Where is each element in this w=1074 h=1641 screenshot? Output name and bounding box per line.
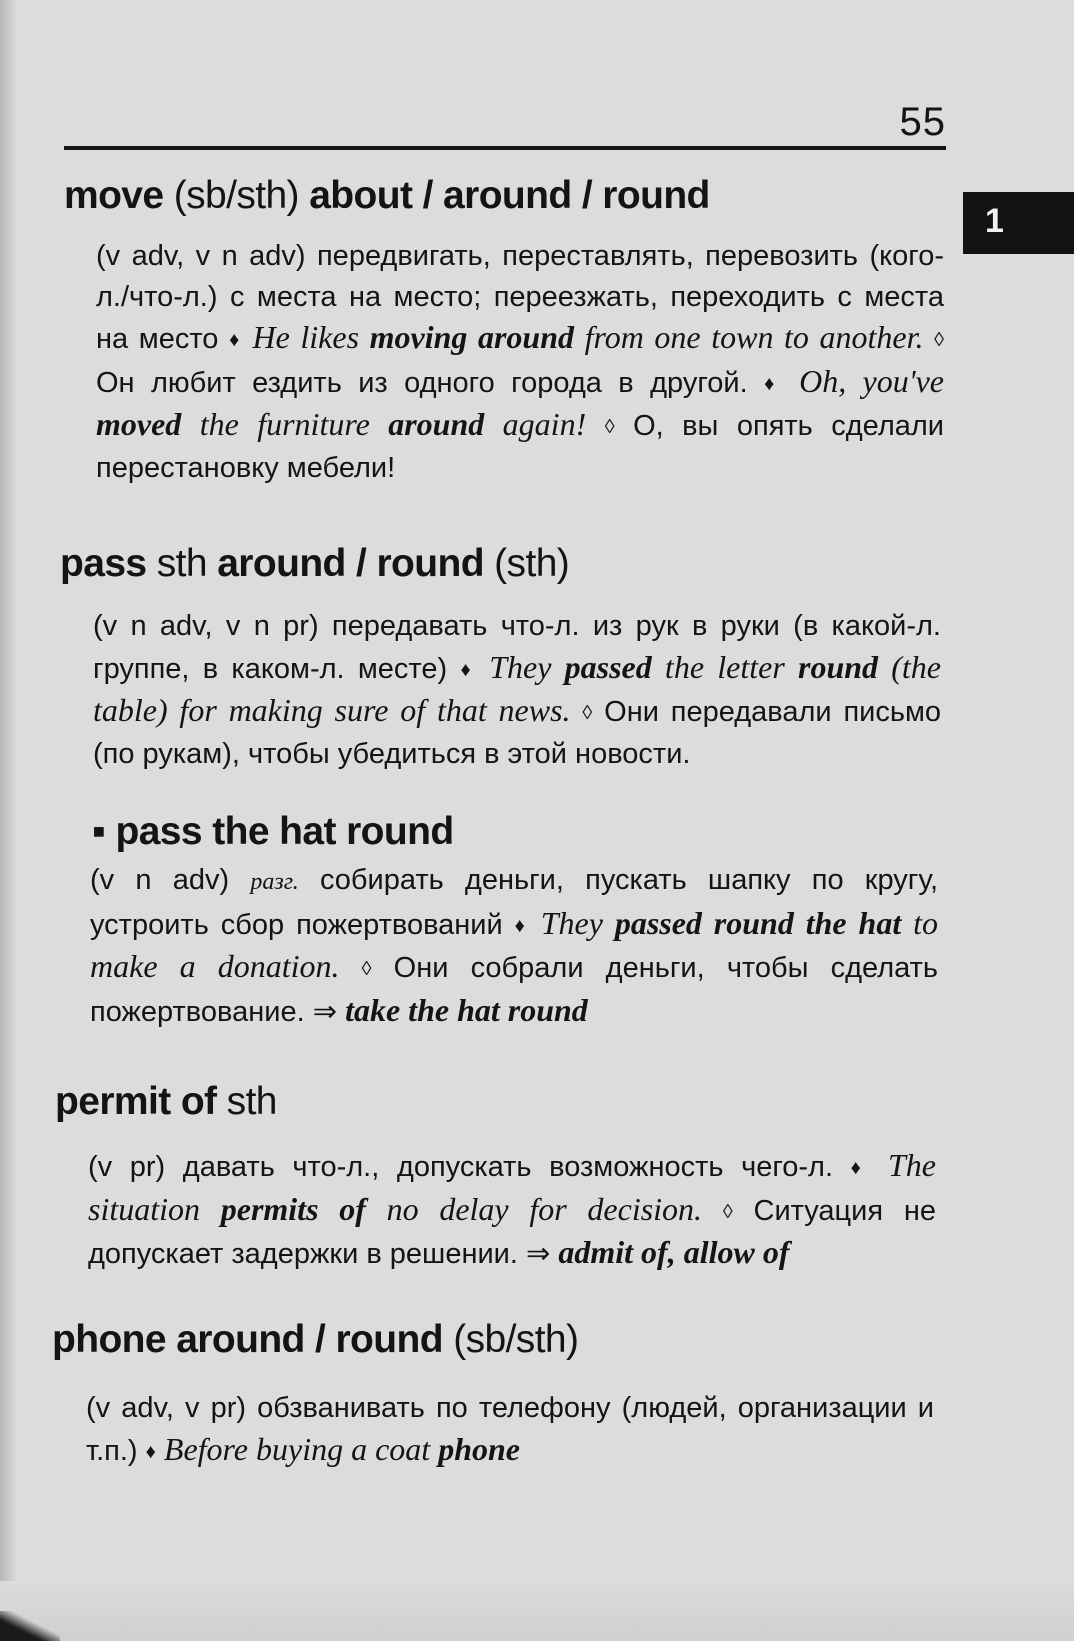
sub-entry-headword: ▪ pass the hat round: [92, 810, 454, 853]
entry-body: (v n adv, v n pr) передавать что-л. из рук в руки (в какой-л. группе, в каком-л. месте) ♦ They passed the letter round (the table) for making sure of that news. ◊ Они передавали письмо (по рукам), чтобы убедиться в этой новости.: [93, 610, 942, 770]
example-en: The situation permits of no delay for decision.: [88, 1147, 936, 1227]
example-marker-icon: ♦: [229, 329, 242, 352]
example-en: Oh, you've moved the furniture around again!: [96, 362, 945, 443]
example-marker-icon: ♦: [460, 658, 476, 681]
example-en: Before buying a coat phone: [163, 1430, 520, 1467]
cross-reference[interactable]: take the hat round: [345, 991, 588, 1028]
page-number: 55: [899, 100, 946, 144]
example-marker-icon: ♦: [514, 914, 529, 937]
cross-reference-arrow-icon: ⇒: [525, 1238, 551, 1271]
header-rule: [64, 146, 946, 150]
entry-headword: phone around / round (sb/sth): [52, 1318, 579, 1361]
entry-headword: pass sth around / round (sth): [60, 542, 570, 585]
translation-marker-icon: ◊: [722, 1200, 733, 1223]
example-marker-icon: ♦: [764, 372, 783, 395]
section-thumb-tab: 1: [963, 192, 1074, 254]
example-en: He likes moving around from one town to another.: [252, 319, 924, 355]
entry-body: (v adv, v pr) обзванивать по телефону (людей, организации и т.п.) ♦ Before buying a coat phone: [86, 1392, 934, 1467]
entry-headword: permit of sth: [55, 1080, 277, 1123]
example-en: They passed round the hat to make a donation.: [90, 904, 938, 985]
example-en: They passed the letter round (the table) for making sure of that news.: [93, 648, 942, 729]
entry-headword: move (sb/sth) about / around / round: [64, 174, 710, 217]
corner-shadow: [0, 1611, 60, 1641]
example-marker-icon: ♦: [145, 1440, 156, 1463]
cross-reference-arrow-icon: ⇒: [312, 995, 338, 1028]
translation-marker-icon: ◊: [361, 958, 372, 981]
example-marker-icon: ♦: [850, 1157, 871, 1180]
entry-body: (v adv, v n adv) передвигать, переставлять, перевозить (кого-л./что-л.) с места на место; переезжать, переходить с места на место ♦ He likes moving around from one town to another. ◊ Он любит ездить из одного города в другой. ♦ Oh, you've moved the furniture around again! ◊ О, вы опять сделали перестановку мебели!: [96, 240, 945, 484]
entry-body: (v pr) давать что-л., допускать возможность чего-л. ♦ The situation permits of no delay for decision. ◊ Ситуация не допускает задержки в решении. ⇒ admit of, allow of: [88, 1147, 936, 1271]
translation-marker-icon: ◊: [582, 702, 593, 725]
bullet-icon: ▪: [92, 810, 106, 853]
translation-marker-icon: ◊: [934, 329, 945, 352]
translation-marker-icon: ◊: [604, 416, 615, 439]
cross-reference[interactable]: admit of, allow of: [558, 1234, 790, 1271]
scan-edge-left: [0, 0, 18, 1641]
scan-edge-bottom: [0, 1581, 1074, 1641]
entry-body: (v n adv) разг. собирать деньги, пускать шапку по кругу, устроить сбор пожертвований ♦ They passed round the hat to make a donation. ◊ Они собрали деньги, чтобы сделать пожертвование. ⇒ take the hat round: [90, 864, 939, 1028]
